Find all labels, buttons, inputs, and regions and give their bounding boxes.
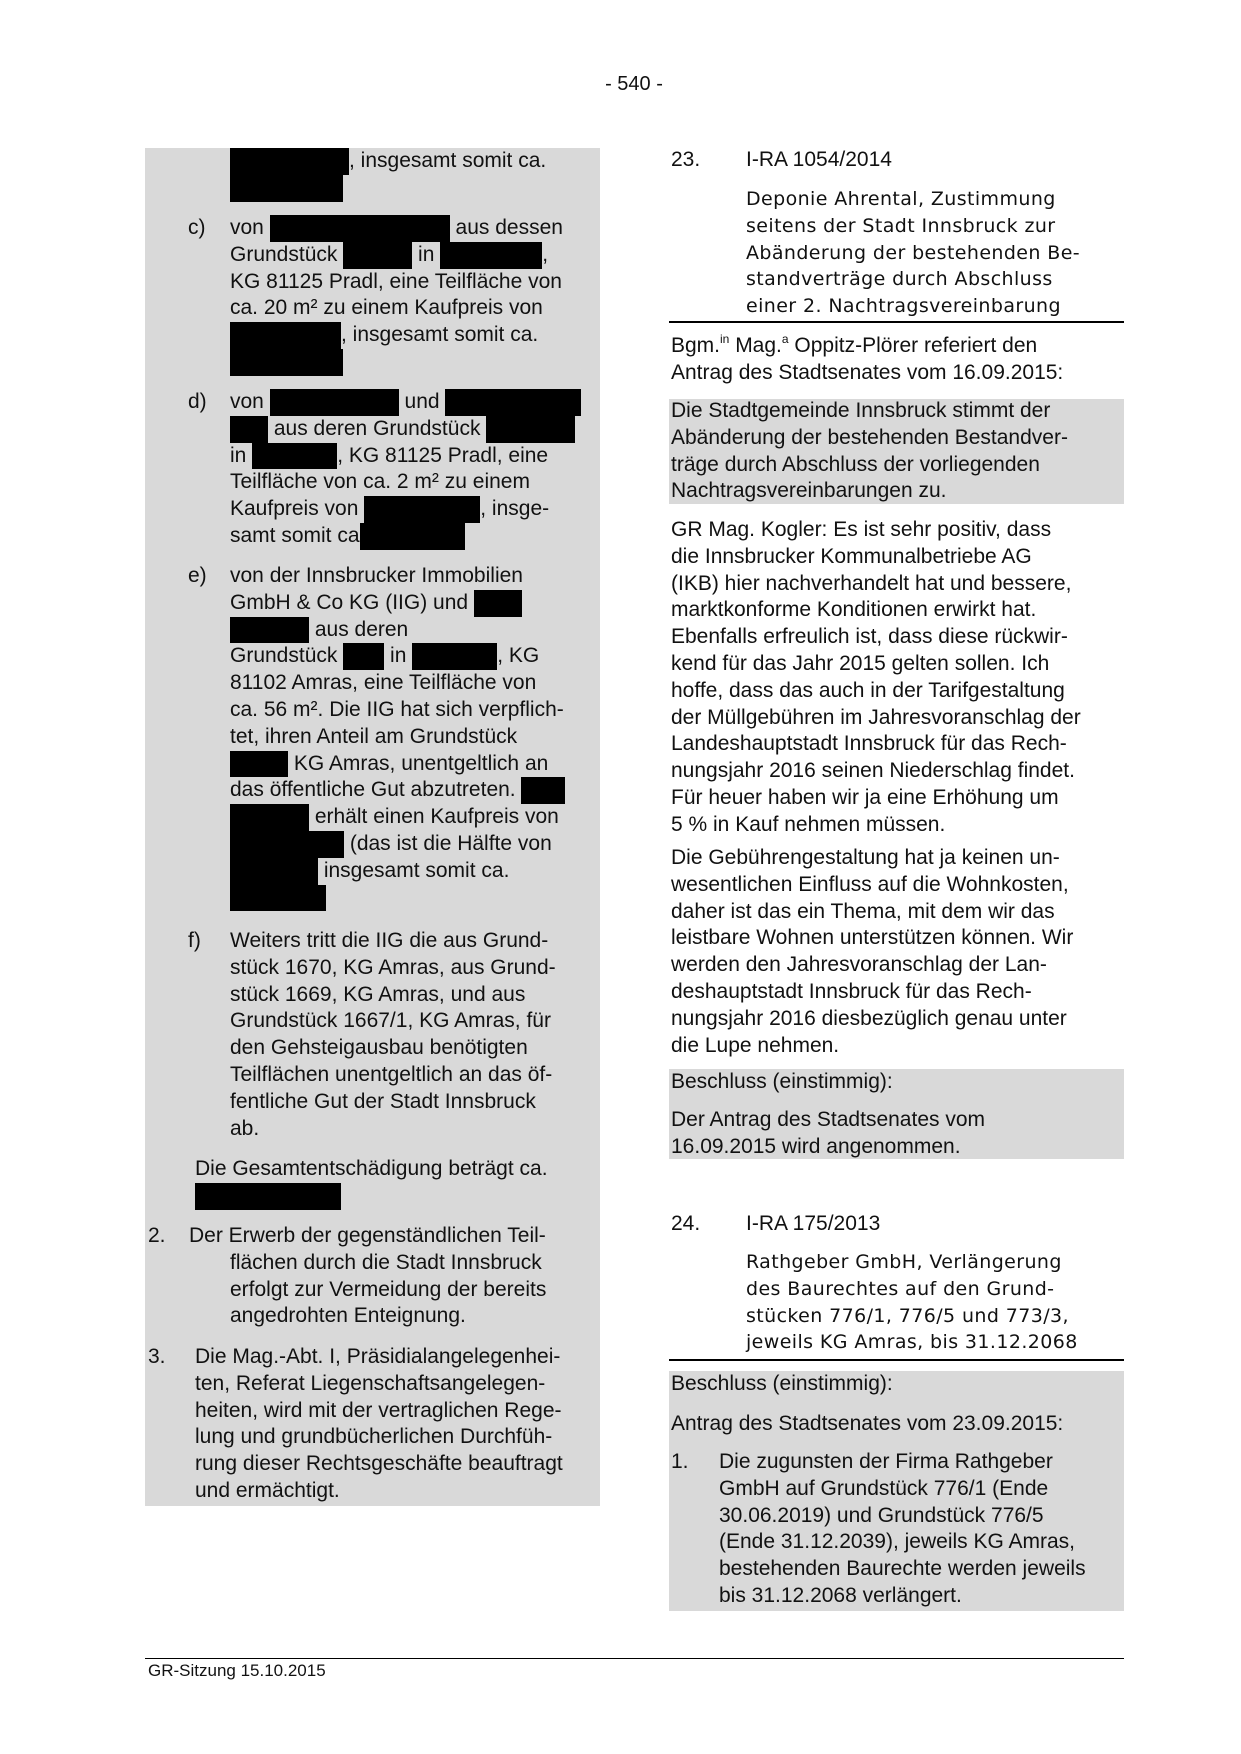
text: Der Erwerb der gegenständlichen Teil- <box>189 1224 546 1247</box>
text: fentliche Gut der Stadt Innsbruck <box>230 1089 536 1113</box>
redaction <box>360 523 465 550</box>
text: Abänderung der bestehenden Bestandver- <box>671 425 1068 449</box>
text: angedrohten Enteignung. <box>230 1304 466 1328</box>
item-label: 1. <box>671 1450 689 1473</box>
agenda-ref-24: I-RA 175/2013 <box>746 1212 881 1235</box>
redaction <box>230 148 349 175</box>
text: KG Amras, unentgeltlich an <box>288 751 549 775</box>
item-f <box>188 928 556 1142</box>
total-compensation <box>195 1156 548 1210</box>
text: flächen durch die Stadt Innsbruck <box>230 1250 542 1274</box>
text: erhält einen Kaufpreis von <box>309 805 559 829</box>
kogler-statement <box>671 517 1081 839</box>
text: von der Innsbrucker Immobilien <box>230 564 523 587</box>
text: kend für das Jahr 2015 gelten sollen. Ich <box>671 651 1050 675</box>
text: Grundstück <box>230 242 344 266</box>
text: erfolgt zur Vermeidung der bereits <box>230 1277 547 1301</box>
text: nungsjahr 2016 seinen Niederschlag findet. <box>671 759 1075 783</box>
item-c <box>188 215 563 376</box>
redaction <box>521 777 565 804</box>
redaction <box>230 617 309 644</box>
text: deshauptstadt Innsbruck für das Rech- <box>671 979 1032 1003</box>
redaction <box>230 416 268 443</box>
speaker-intro <box>671 333 1063 387</box>
text: Die zugunsten der Firma Rathgeber <box>719 1450 1053 1473</box>
redaction <box>230 322 341 349</box>
redaction <box>270 215 450 242</box>
text: in <box>230 443 253 467</box>
redaction <box>486 416 575 443</box>
item-label: 3. <box>148 1345 166 1368</box>
text: werden den Jahresvoranschlag der Lan- <box>671 953 1047 977</box>
text: des Baurechtes auf den Grund- <box>746 1277 1055 1300</box>
item-label: c) <box>188 216 206 239</box>
text: Mag. <box>729 334 782 357</box>
text: daher ist das ein Thema, mit dem wir das <box>671 899 1055 923</box>
kogler-statement-2 <box>671 845 1073 1059</box>
redaction <box>230 349 343 376</box>
text: 16.09.2015 wird angenommen. <box>671 1134 961 1158</box>
redaction <box>343 643 384 670</box>
footer-divider <box>145 1658 1124 1659</box>
text: , insgesamt somit ca. <box>349 149 547 172</box>
redaction <box>230 885 326 912</box>
text: Deponie Ahrental, Zustimmung <box>746 188 1056 210</box>
text: GR Mag. Kogler: Es ist sehr positiv, dass <box>671 518 1052 541</box>
text: Grundstück <box>230 644 344 668</box>
text: Nachtragsvereinbarungen zu. <box>671 479 947 503</box>
text: Beschluss (einstimmig): <box>671 1070 893 1093</box>
text: Die Gebührengestaltung hat ja keinen un- <box>671 846 1060 869</box>
superscript: a <box>781 332 789 346</box>
item-2 <box>148 1223 546 1330</box>
text: 5 % in Kauf nehmen müssen. <box>671 812 946 836</box>
item-label: d) <box>188 390 207 413</box>
text: die Lupe nehmen. <box>671 1033 840 1057</box>
item-e <box>188 563 565 911</box>
text: Die Gesamtentschädigung beträgt ca. <box>195 1157 548 1180</box>
text: aus dessen <box>449 216 563 239</box>
text: Abänderung der bestehenden Be- <box>746 241 1081 264</box>
decision-23 <box>671 1069 985 1160</box>
text: wesentlichen Einfluss auf die Wohnkosten, <box>671 872 1069 896</box>
text: Beschluss (einstimmig): <box>671 1372 893 1395</box>
divider <box>669 321 1124 323</box>
text: stücken 776/1, 776/5 und 773/3, <box>746 1304 1069 1327</box>
redaction <box>474 590 522 617</box>
agenda-number-23: 23. <box>671 148 701 171</box>
redaction <box>343 242 412 269</box>
text: und <box>398 390 446 413</box>
text: stück 1670, KG Amras, aus Grund- <box>230 955 556 979</box>
text: und ermächtigt. <box>195 1478 340 1502</box>
agenda-title-24 <box>746 1249 1078 1356</box>
text: träge durch Abschluss der vorliegenden <box>671 452 1040 476</box>
text: der Müllgebühren im Jahresvoranschlag der <box>671 705 1081 729</box>
text: in <box>412 242 441 266</box>
text: nungsjahr 2016 diesbezüglich genau unter <box>671 1006 1067 1030</box>
text: ca. 56 m². Die IIG hat sich verpflich- <box>230 697 564 721</box>
text: von <box>230 216 270 239</box>
text: Bgm. <box>671 334 721 357</box>
text: Der Antrag des Stadtsenates vom <box>671 1107 986 1131</box>
redaction <box>195 1183 341 1210</box>
text: , <box>542 242 549 266</box>
text: , KG 81125 Pradl, eine <box>337 443 549 467</box>
text: 30.06.2019) und Grundstück 776/5 <box>719 1503 1044 1527</box>
motion-text <box>671 398 1068 505</box>
redaction <box>230 831 344 858</box>
text: stück 1669, KG Amras, und aus <box>230 982 526 1006</box>
text: Ebenfalls erfreulich ist, dass diese rückwir- <box>671 625 1068 649</box>
text: (Ende 31.12.2039), jeweils KG Amras, <box>719 1530 1076 1554</box>
text: Für heuer haben wir ja eine Erhöhung um <box>671 785 1059 809</box>
text: seitens der Stadt Innsbruck zur <box>746 214 1056 237</box>
agenda-title-23 <box>746 186 1080 320</box>
text: insgesamt somit ca. <box>318 858 510 882</box>
text: Oppitz-Plörer referiert den <box>788 334 1038 357</box>
text: GmbH auf Grundstück 776/1 (Ende <box>719 1476 1049 1500</box>
text: hoffe, dass das auch in der Tarifgestaltung <box>671 678 1065 702</box>
footer-text: GR-Sitzung 15.10.2015 <box>148 1661 326 1680</box>
text: Weiters tritt die IIG die aus Grund- <box>230 929 549 952</box>
text: Landeshauptstadt Innsbruck für das Rech- <box>671 732 1067 756</box>
text: , insgesamt somit ca. <box>341 323 539 347</box>
redaction <box>252 443 337 470</box>
text: Rathgeber GmbH, Verlängerung <box>746 1251 1062 1273</box>
text: , KG <box>497 644 540 668</box>
text: die Innsbrucker Kommunalbetriebe AG <box>671 544 1032 568</box>
text: (das ist die Hälfte von <box>344 831 552 855</box>
agenda-number-24: 24. <box>671 1212 701 1235</box>
text: aus deren Grundstück <box>268 416 487 440</box>
text: GmbH & Co KG (IIG) und <box>230 590 474 614</box>
redaction <box>230 804 309 831</box>
text: von <box>230 390 270 413</box>
redaction <box>445 389 581 416</box>
text: leistbare Wohnen unterstützen können. Wir <box>671 926 1074 950</box>
redaction <box>230 751 288 778</box>
item-b-tail <box>230 148 546 202</box>
text: einer 2. Nachtragsvereinbarung <box>746 295 1061 318</box>
text: 81102 Amras, eine Teilfläche von <box>230 671 537 695</box>
text: ten, Referat Liegenschaftsangelegen- <box>195 1371 546 1395</box>
item-d <box>188 389 581 550</box>
text: Teilfläche von ca. 2 m² zu einem <box>230 470 530 494</box>
text: in <box>384 644 413 668</box>
superscript: in <box>720 332 730 346</box>
redaction <box>270 389 399 416</box>
text: Teilflächen unentgeltlich an das öf- <box>230 1062 553 1086</box>
text: Kaufpreis von <box>230 497 365 521</box>
text: samt somit ca <box>230 523 360 547</box>
text: ca. 20 m² zu einem Kaufpreis von <box>230 296 543 320</box>
redaction <box>364 496 480 523</box>
redaction <box>230 175 343 202</box>
text: das öffentliche Gut abzutreten. <box>230 778 522 802</box>
item-label: 2. <box>148 1224 166 1247</box>
text: jeweils KG Amras, bis 31.12.2068 <box>746 1331 1078 1354</box>
item-label: f) <box>188 929 201 952</box>
text: standverträge durch Abschluss <box>746 268 1053 291</box>
decision-24 <box>671 1371 1063 1438</box>
text: (IKB) hier nachverhandelt hat und bessere, <box>671 571 1072 595</box>
text: KG 81125 Pradl, eine Teilfläche von <box>230 269 562 293</box>
redaction <box>412 643 497 670</box>
text: Die Stadtgemeinde Innsbruck stimmt der <box>671 399 1051 422</box>
divider <box>669 1359 1124 1361</box>
text: marktkonforme Konditionen erwirkt hat. <box>671 598 1037 622</box>
text: den Gehsteigausbau benötigten <box>230 1036 528 1060</box>
text: bestehenden Baurechte werden jeweils <box>719 1557 1086 1581</box>
redaction <box>440 242 542 269</box>
text: , insge- <box>480 497 550 521</box>
text: ab. <box>230 1116 260 1140</box>
text: bis 31.12.2068 verlängert. <box>719 1583 962 1607</box>
page-number: - 540 - <box>605 73 663 95</box>
text: aus deren <box>309 617 409 641</box>
text: heiten, wird mit der vertraglichen Rege- <box>195 1398 562 1422</box>
redaction <box>230 858 318 885</box>
text: tet, ihren Anteil am Grundstück <box>230 724 518 748</box>
text: Die Mag.-Abt. I, Präsidialangelegenhei- <box>195 1345 561 1368</box>
item-3 <box>148 1344 563 1505</box>
text: Antrag des Stadtsenates vom 16.09.2015: <box>671 360 1064 384</box>
text: Grundstück 1667/1, KG Amras, für <box>230 1009 551 1033</box>
decision-24-item-1 <box>671 1449 1111 1610</box>
text: Antrag des Stadtsenates vom 23.09.2015: <box>671 1411 1064 1435</box>
agenda-ref-23: I-RA 1054/2014 <box>746 148 892 171</box>
text: lung und grundbücherlichen Durchfüh- <box>195 1425 553 1449</box>
item-label: e) <box>188 564 207 587</box>
text: rung dieser Rechtsgeschäfte beauftragt <box>195 1452 563 1476</box>
